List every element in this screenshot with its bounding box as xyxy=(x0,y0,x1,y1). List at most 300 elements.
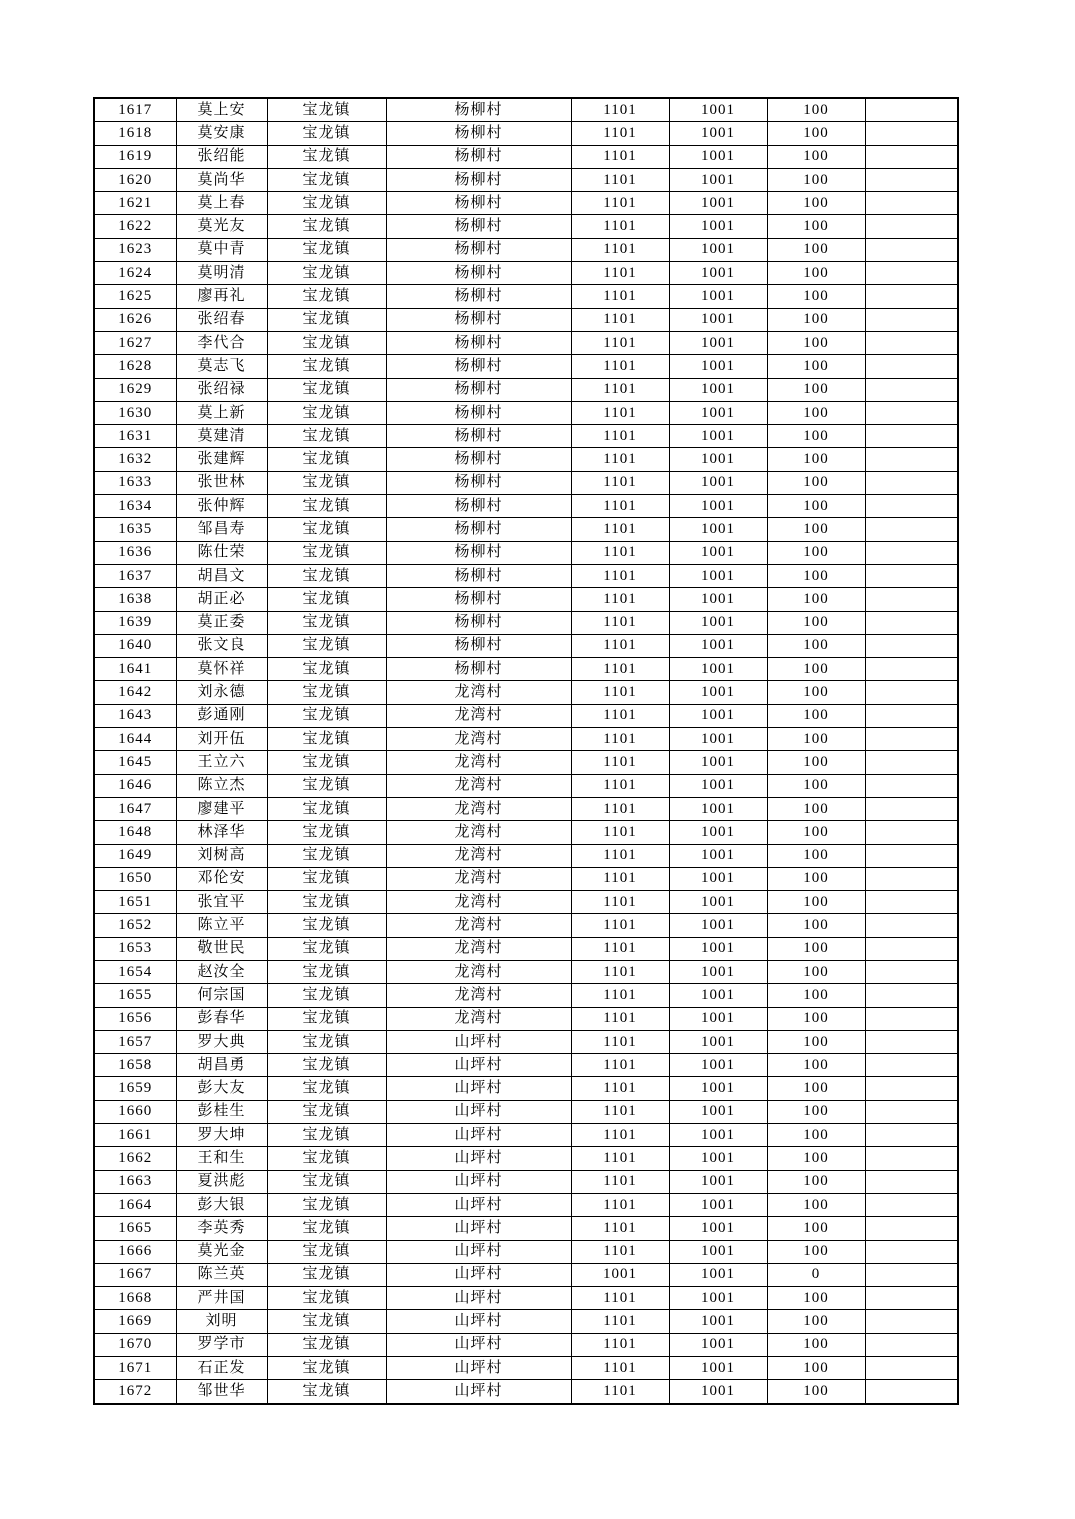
table-cell xyxy=(865,1054,958,1077)
table-cell: 山坪村 xyxy=(386,1380,571,1404)
table-row xyxy=(94,448,958,471)
table-cell: 1001 xyxy=(669,658,767,681)
table-cell: 1625 xyxy=(94,285,176,308)
table-row xyxy=(94,1124,958,1147)
table-cell: 陈仕荣 xyxy=(176,541,267,564)
table-cell: 1643 xyxy=(94,704,176,727)
table-cell: 1001 xyxy=(669,1100,767,1123)
table-cell: 100 xyxy=(767,1124,865,1147)
table-cell: 龙湾村 xyxy=(386,937,571,960)
table-cell: 1001 xyxy=(669,262,767,285)
table-cell: 宝龙镇 xyxy=(267,1217,386,1240)
table-cell: 1101 xyxy=(571,1030,669,1053)
table-cell xyxy=(865,238,958,261)
table-cell xyxy=(865,681,958,704)
table-row xyxy=(94,1240,958,1263)
table-cell: 张建辉 xyxy=(176,448,267,471)
table-cell: 1001 xyxy=(669,844,767,867)
table-cell: 山坪村 xyxy=(386,1147,571,1170)
table-cell: 100 xyxy=(767,821,865,844)
table-cell: 1101 xyxy=(571,937,669,960)
table-cell: 1101 xyxy=(571,821,669,844)
table-cell: 龙湾村 xyxy=(386,1007,571,1030)
table-cell: 1624 xyxy=(94,262,176,285)
table-row xyxy=(94,914,958,937)
table-cell: 1626 xyxy=(94,308,176,331)
table-cell: 1001 xyxy=(669,588,767,611)
table-cell: 1001 xyxy=(669,1310,767,1333)
table-cell: 1622 xyxy=(94,215,176,238)
table-cell xyxy=(865,145,958,168)
table-cell: 1101 xyxy=(571,891,669,914)
table-row xyxy=(94,1054,958,1077)
table-cell: 100 xyxy=(767,471,865,494)
table-cell xyxy=(865,495,958,518)
table-cell: 1658 xyxy=(94,1054,176,1077)
table-cell: 山坪村 xyxy=(386,1077,571,1100)
table-cell: 宝龙镇 xyxy=(267,1030,386,1053)
table-cell: 宝龙镇 xyxy=(267,448,386,471)
table-cell: 100 xyxy=(767,1077,865,1100)
table-cell: 1101 xyxy=(571,215,669,238)
table-row xyxy=(94,285,958,308)
table-cell: 宝龙镇 xyxy=(267,215,386,238)
table-cell: 杨柳村 xyxy=(386,355,571,378)
table-cell: 莫尚华 xyxy=(176,168,267,191)
table-cell: 宝龙镇 xyxy=(267,331,386,354)
table-row xyxy=(94,518,958,541)
table-cell: 陈立平 xyxy=(176,914,267,937)
table-cell: 100 xyxy=(767,867,865,890)
table-row xyxy=(94,751,958,774)
table-cell: 1101 xyxy=(571,704,669,727)
table-cell: 1101 xyxy=(571,588,669,611)
table-cell: 龙湾村 xyxy=(386,914,571,937)
table-row xyxy=(94,98,958,122)
table-cell: 1001 xyxy=(669,937,767,960)
table-cell: 1001 xyxy=(669,168,767,191)
table-cell: 1101 xyxy=(571,634,669,657)
table-cell: 1101 xyxy=(571,1357,669,1380)
table-cell: 1639 xyxy=(94,611,176,634)
table-row xyxy=(94,1217,958,1240)
table-cell: 100 xyxy=(767,1240,865,1263)
table-cell: 1661 xyxy=(94,1124,176,1147)
table-row xyxy=(94,867,958,890)
table-cell: 1001 xyxy=(669,495,767,518)
table-cell: 1665 xyxy=(94,1217,176,1240)
table-cell: 杨柳村 xyxy=(386,238,571,261)
table-cell: 宝龙镇 xyxy=(267,1077,386,1100)
table-cell: 1001 xyxy=(669,611,767,634)
table-cell: 1001 xyxy=(669,215,767,238)
table-cell: 100 xyxy=(767,285,865,308)
table-cell xyxy=(865,1310,958,1333)
table-cell: 莫中青 xyxy=(176,238,267,261)
table-cell xyxy=(865,1357,958,1380)
table-cell: 100 xyxy=(767,751,865,774)
table-cell: 1101 xyxy=(571,611,669,634)
table-cell: 1620 xyxy=(94,168,176,191)
table-cell xyxy=(865,844,958,867)
table-cell: 宝龙镇 xyxy=(267,192,386,215)
table-cell: 1659 xyxy=(94,1077,176,1100)
table-cell: 1666 xyxy=(94,1240,176,1263)
table-cell: 宝龙镇 xyxy=(267,1263,386,1286)
table-row xyxy=(94,1333,958,1356)
table-cell: 宝龙镇 xyxy=(267,541,386,564)
table-cell: 杨柳村 xyxy=(386,285,571,308)
table-cell: 100 xyxy=(767,1054,865,1077)
table-cell xyxy=(865,378,958,401)
table-cell: 1645 xyxy=(94,751,176,774)
table-row xyxy=(94,797,958,820)
table-body xyxy=(94,98,958,1404)
table-cell: 莫光友 xyxy=(176,215,267,238)
table-row xyxy=(94,1030,958,1053)
table-cell: 彭大银 xyxy=(176,1193,267,1216)
table-cell: 1101 xyxy=(571,1054,669,1077)
table-cell xyxy=(865,984,958,1007)
table-cell xyxy=(865,891,958,914)
table-cell: 山坪村 xyxy=(386,1240,571,1263)
table-cell: 1655 xyxy=(94,984,176,1007)
table-cell: 1647 xyxy=(94,797,176,820)
table-cell xyxy=(865,471,958,494)
table-cell: 张仲辉 xyxy=(176,495,267,518)
table-cell: 山坪村 xyxy=(386,1310,571,1333)
table-cell: 1101 xyxy=(571,378,669,401)
table-cell: 1656 xyxy=(94,1007,176,1030)
table-cell xyxy=(865,774,958,797)
table-cell: 王和生 xyxy=(176,1147,267,1170)
table-cell: 莫怀祥 xyxy=(176,658,267,681)
table-cell: 1001 xyxy=(669,1054,767,1077)
table-cell: 石正发 xyxy=(176,1357,267,1380)
roster-table xyxy=(93,97,959,1405)
table-cell: 敬世民 xyxy=(176,937,267,960)
table-cell xyxy=(865,634,958,657)
table-cell: 胡正必 xyxy=(176,588,267,611)
table-cell: 李代合 xyxy=(176,331,267,354)
table-cell: 1101 xyxy=(571,448,669,471)
table-cell xyxy=(865,1007,958,1030)
table-cell: 1001 xyxy=(669,1333,767,1356)
table-cell: 山坪村 xyxy=(386,1217,571,1240)
table-cell: 赵汝全 xyxy=(176,960,267,983)
table-cell: 1629 xyxy=(94,378,176,401)
table-cell: 杨柳村 xyxy=(386,541,571,564)
table-cell xyxy=(865,867,958,890)
table-cell: 1636 xyxy=(94,541,176,564)
table-cell: 100 xyxy=(767,1333,865,1356)
table-cell: 张绍能 xyxy=(176,145,267,168)
table-cell: 杨柳村 xyxy=(386,98,571,122)
table-cell: 宝龙镇 xyxy=(267,1124,386,1147)
table-cell: 1001 xyxy=(669,1077,767,1100)
table-cell: 1001 xyxy=(669,425,767,448)
table-cell: 1654 xyxy=(94,960,176,983)
table-cell: 1001 xyxy=(669,1124,767,1147)
table-cell: 宝龙镇 xyxy=(267,704,386,727)
table-cell: 1101 xyxy=(571,168,669,191)
table-cell: 1635 xyxy=(94,518,176,541)
table-cell: 100 xyxy=(767,681,865,704)
table-cell xyxy=(865,1380,958,1404)
table-cell: 宝龙镇 xyxy=(267,891,386,914)
table-row xyxy=(94,1380,958,1404)
table-cell: 1001 xyxy=(669,960,767,983)
table-cell xyxy=(865,1170,958,1193)
table-cell: 1657 xyxy=(94,1030,176,1053)
table-cell xyxy=(865,588,958,611)
table-cell: 廖建平 xyxy=(176,797,267,820)
table-row xyxy=(94,1077,958,1100)
table-row xyxy=(94,425,958,448)
table-cell: 张宜平 xyxy=(176,891,267,914)
table-row xyxy=(94,728,958,751)
table-cell: 1101 xyxy=(571,984,669,1007)
table-cell: 1001 xyxy=(669,401,767,424)
table-cell: 杨柳村 xyxy=(386,122,571,145)
table-cell: 100 xyxy=(767,634,865,657)
table-cell: 彭大友 xyxy=(176,1077,267,1100)
table-cell xyxy=(865,331,958,354)
table-cell: 1617 xyxy=(94,98,176,122)
table-cell: 1101 xyxy=(571,751,669,774)
table-cell: 邓伦安 xyxy=(176,867,267,890)
table-cell: 1001 xyxy=(669,308,767,331)
table-cell: 1671 xyxy=(94,1357,176,1380)
table-cell: 1001 xyxy=(669,751,767,774)
table-cell xyxy=(865,1030,958,1053)
table-row xyxy=(94,471,958,494)
table-cell: 100 xyxy=(767,238,865,261)
table-cell xyxy=(865,751,958,774)
table-cell: 莫上新 xyxy=(176,401,267,424)
table-cell: 1101 xyxy=(571,98,669,122)
table-cell: 100 xyxy=(767,704,865,727)
table-cell: 宝龙镇 xyxy=(267,937,386,960)
table-cell: 龙湾村 xyxy=(386,821,571,844)
table-cell: 100 xyxy=(767,98,865,122)
table-cell: 1648 xyxy=(94,821,176,844)
table-cell: 杨柳村 xyxy=(386,471,571,494)
table-cell: 100 xyxy=(767,331,865,354)
table-cell: 1001 xyxy=(669,797,767,820)
table-row xyxy=(94,122,958,145)
table-cell: 宝龙镇 xyxy=(267,1380,386,1404)
table-row xyxy=(94,308,958,331)
table-cell: 莫安康 xyxy=(176,122,267,145)
table-cell: 100 xyxy=(767,937,865,960)
table-cell: 张绍春 xyxy=(176,308,267,331)
table-cell: 山坪村 xyxy=(386,1030,571,1053)
table-cell: 1101 xyxy=(571,145,669,168)
table-cell xyxy=(865,1147,958,1170)
table-cell: 1101 xyxy=(571,1287,669,1310)
table-cell: 100 xyxy=(767,401,865,424)
table-cell: 1001 xyxy=(669,122,767,145)
table-cell: 100 xyxy=(767,1217,865,1240)
table-cell: 山坪村 xyxy=(386,1193,571,1216)
table-row xyxy=(94,1287,958,1310)
table-cell: 山坪村 xyxy=(386,1333,571,1356)
table-cell: 100 xyxy=(767,495,865,518)
table-cell: 龙湾村 xyxy=(386,867,571,890)
table-cell xyxy=(865,658,958,681)
table-cell: 1646 xyxy=(94,774,176,797)
table-cell: 杨柳村 xyxy=(386,192,571,215)
table-cell: 1101 xyxy=(571,728,669,751)
table-row xyxy=(94,774,958,797)
table-cell: 1101 xyxy=(571,1217,669,1240)
table-cell xyxy=(865,1287,958,1310)
table-cell: 宝龙镇 xyxy=(267,914,386,937)
table-cell: 彭春华 xyxy=(176,1007,267,1030)
table-cell: 100 xyxy=(767,1287,865,1310)
table-cell: 宝龙镇 xyxy=(267,122,386,145)
table-cell: 1001 xyxy=(669,891,767,914)
table-cell: 1101 xyxy=(571,1147,669,1170)
table-cell: 1001 xyxy=(669,634,767,657)
table-cell: 1001 xyxy=(669,1170,767,1193)
table-cell xyxy=(865,1263,958,1286)
table-cell: 杨柳村 xyxy=(386,145,571,168)
table-cell: 莫光金 xyxy=(176,1240,267,1263)
table-cell xyxy=(865,728,958,751)
table-cell: 1001 xyxy=(669,867,767,890)
table-cell: 1001 xyxy=(669,471,767,494)
table-cell: 1101 xyxy=(571,1193,669,1216)
table-row xyxy=(94,1310,958,1333)
table-cell: 廖再礼 xyxy=(176,285,267,308)
table-row xyxy=(94,355,958,378)
table-cell: 龙湾村 xyxy=(386,774,571,797)
table-cell: 杨柳村 xyxy=(386,518,571,541)
table-row xyxy=(94,588,958,611)
table-cell: 100 xyxy=(767,774,865,797)
table-row xyxy=(94,495,958,518)
table-cell: 1001 xyxy=(571,1263,669,1286)
table-cell: 1637 xyxy=(94,564,176,587)
table-cell: 1101 xyxy=(571,122,669,145)
table-cell: 1001 xyxy=(669,355,767,378)
table-cell: 宝龙镇 xyxy=(267,378,386,401)
table-cell: 杨柳村 xyxy=(386,611,571,634)
table-cell: 1618 xyxy=(94,122,176,145)
table-cell: 1101 xyxy=(571,1124,669,1147)
table-row xyxy=(94,331,958,354)
table-cell: 龙湾村 xyxy=(386,751,571,774)
table-cell xyxy=(865,1240,958,1263)
table-cell: 1653 xyxy=(94,937,176,960)
table-cell: 1001 xyxy=(669,1357,767,1380)
table-cell: 夏洪彪 xyxy=(176,1170,267,1193)
table-cell: 1662 xyxy=(94,1147,176,1170)
table-cell: 100 xyxy=(767,308,865,331)
table-cell xyxy=(865,168,958,191)
table-cell: 1001 xyxy=(669,448,767,471)
table-cell xyxy=(865,122,958,145)
table-cell: 100 xyxy=(767,844,865,867)
table-cell: 宝龙镇 xyxy=(267,425,386,448)
table-row xyxy=(94,238,958,261)
table-row xyxy=(94,960,958,983)
table-cell xyxy=(865,285,958,308)
table-cell: 宝龙镇 xyxy=(267,1007,386,1030)
table-cell xyxy=(865,262,958,285)
table-cell: 宝龙镇 xyxy=(267,728,386,751)
table-cell: 1001 xyxy=(669,1287,767,1310)
table-cell: 100 xyxy=(767,658,865,681)
table-cell: 100 xyxy=(767,797,865,820)
table-cell xyxy=(865,401,958,424)
table-cell: 龙湾村 xyxy=(386,797,571,820)
table-row xyxy=(94,215,958,238)
table-cell: 邹世华 xyxy=(176,1380,267,1404)
table-row xyxy=(94,401,958,424)
table-row xyxy=(94,1193,958,1216)
table-cell: 1101 xyxy=(571,681,669,704)
table-cell: 龙湾村 xyxy=(386,844,571,867)
table-cell: 1101 xyxy=(571,308,669,331)
table-cell: 杨柳村 xyxy=(386,634,571,657)
table-cell: 宝龙镇 xyxy=(267,145,386,168)
table-cell: 1101 xyxy=(571,262,669,285)
table-cell: 宝龙镇 xyxy=(267,774,386,797)
table-row xyxy=(94,937,958,960)
table-cell: 胡昌文 xyxy=(176,564,267,587)
table-cell: 1101 xyxy=(571,867,669,890)
table-cell: 1001 xyxy=(669,1193,767,1216)
table-cell: 100 xyxy=(767,611,865,634)
table-cell: 1001 xyxy=(669,331,767,354)
table-cell: 宝龙镇 xyxy=(267,471,386,494)
table-cell: 1101 xyxy=(571,192,669,215)
table-cell: 莫正委 xyxy=(176,611,267,634)
table-row xyxy=(94,1170,958,1193)
table-cell: 1101 xyxy=(571,518,669,541)
table-cell xyxy=(865,308,958,331)
table-cell: 1101 xyxy=(571,797,669,820)
table-cell: 100 xyxy=(767,1310,865,1333)
table-cell: 宝龙镇 xyxy=(267,844,386,867)
table-cell xyxy=(865,98,958,122)
table-cell: 1660 xyxy=(94,1100,176,1123)
table-cell: 100 xyxy=(767,122,865,145)
table-cell xyxy=(865,914,958,937)
table-row xyxy=(94,844,958,867)
table-cell: 莫明清 xyxy=(176,262,267,285)
table-cell: 李英秀 xyxy=(176,1217,267,1240)
table-cell: 1001 xyxy=(669,238,767,261)
table-cell: 1650 xyxy=(94,867,176,890)
table-cell: 陈兰英 xyxy=(176,1263,267,1286)
table-cell: 1619 xyxy=(94,145,176,168)
table-cell: 宝龙镇 xyxy=(267,960,386,983)
table-cell: 1631 xyxy=(94,425,176,448)
table-cell: 1101 xyxy=(571,495,669,518)
table-cell: 杨柳村 xyxy=(386,378,571,401)
table-cell: 杨柳村 xyxy=(386,658,571,681)
table-cell: 1644 xyxy=(94,728,176,751)
table-row xyxy=(94,168,958,191)
table-cell: 1001 xyxy=(669,1147,767,1170)
table-row xyxy=(94,681,958,704)
table-cell: 1640 xyxy=(94,634,176,657)
table-cell: 杨柳村 xyxy=(386,425,571,448)
